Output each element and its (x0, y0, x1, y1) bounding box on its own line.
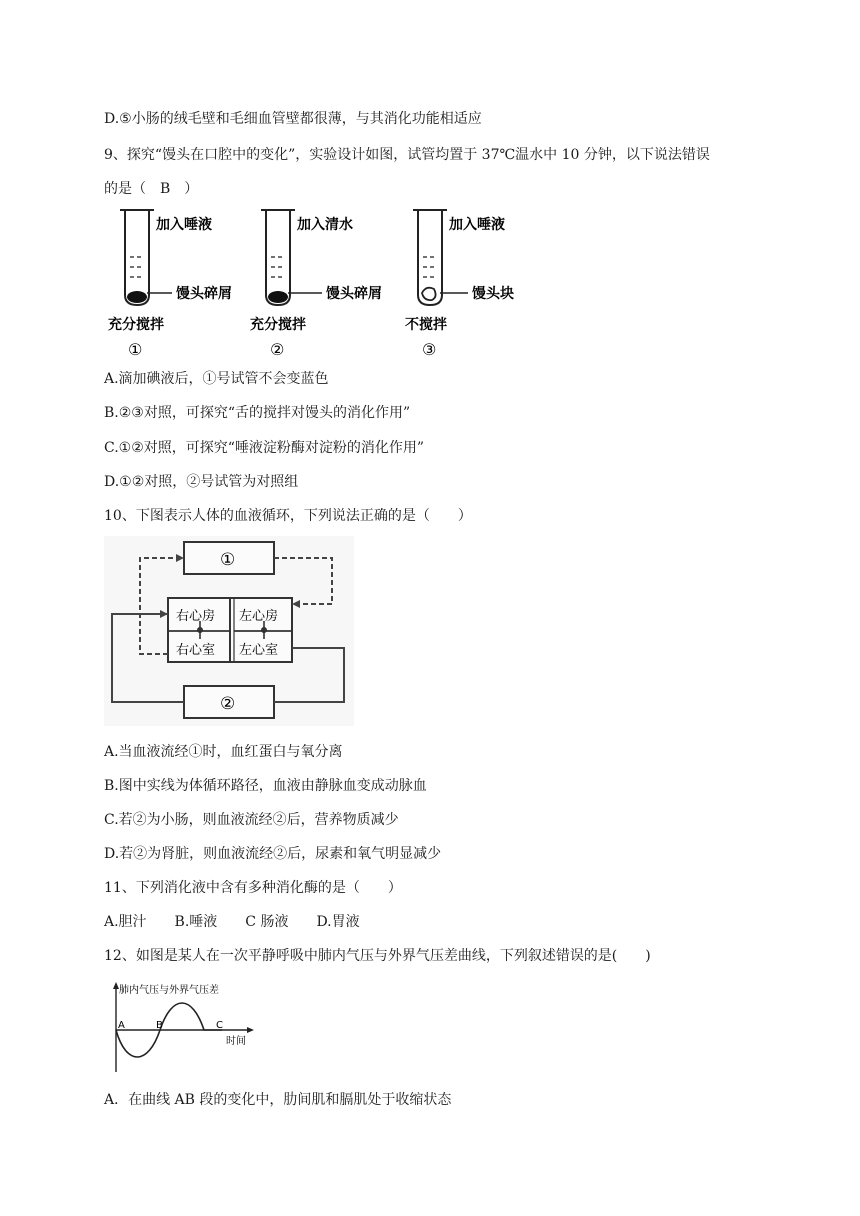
tube2-bottom-label: 充分搅拌 (250, 317, 306, 333)
q12-option-a: A．在曲线 AB 段的变化中，肋间肌和膈肌处于收缩状态 (104, 1092, 452, 1108)
test-tube-3 (405, 210, 514, 359)
test-tube-2 (250, 210, 382, 359)
tube1-bottom-label: 充分搅拌 (108, 317, 164, 333)
q9-stem-line2: 的是（ B ） (104, 181, 199, 197)
q9-test-tube-figure (100, 205, 520, 360)
right-ventricle-label: 右心室 (176, 643, 216, 658)
tube3-top-label: 加入唾液 (449, 217, 505, 233)
q9-option-b: B.②③对照，可探究“舌的搅拌对馒头的消化作用” (104, 405, 411, 421)
q11-options: A.胆汁 B.唾液 C 肠液 D.胃液 (104, 914, 360, 930)
bread-block-3 (422, 288, 436, 300)
q12-stem: 12、如图是某人在一次平静呼吸中肺内气压与外界气压差曲线，下列叙述错误的是( ) (104, 948, 651, 964)
q10-option-d: D.若②为肾脏，则血液流经②后，尿素和氧气明显减少 (104, 846, 442, 862)
q11-stem: 11、下列消化液中含有多种消化酶的是（ ） (104, 880, 402, 896)
q10-option-b: B.图中实线为体循环路径，血液由静脉血变成动脉血 (104, 778, 427, 794)
left-atrium-label: 左心房 (239, 609, 279, 624)
tube2-side-label: 馒头碎屑 (326, 286, 382, 302)
box-2-label: ② (220, 694, 236, 714)
q10-stem: 10、下图表示人体的血液循环，下列说法正确的是（ ） (104, 508, 472, 524)
q10-option-a: A.当血液流经①时，血红蛋白与氧分离 (104, 744, 343, 760)
graph-point-b: B (156, 1020, 163, 1031)
q10-circulation-diagram (104, 536, 354, 726)
graph-ylabel: 肺内气压与外界气压差 (119, 985, 219, 996)
tube1-top-label: 加入唾液 (156, 217, 212, 233)
tube3-side-label: 馒头块 (472, 286, 514, 302)
tube3-bottom-label: 不搅拌 (405, 317, 447, 333)
q10-option-c: C.若②为小肠，则血液流经②后，营养物质减少 (104, 812, 399, 828)
right-atrium-label: 右心房 (176, 609, 216, 624)
test-tube-1 (108, 210, 232, 359)
box-1-label: ① (220, 550, 236, 570)
q8-option-d: D.⑤小肠的绒毛壁和毛细血管壁都很薄，与其消化功能相适应 (104, 111, 482, 127)
tube1-side-label: 馒头碎屑 (176, 286, 232, 302)
tube1-number: ① (128, 340, 143, 359)
bread-crumbs-1 (127, 291, 147, 303)
q9-option-d: D.①②对照，②号试管为对照组 (104, 474, 299, 490)
tube3-number: ③ (422, 340, 437, 359)
graph-xlabel: 时间 (226, 1036, 246, 1047)
tube2-number: ② (270, 340, 285, 359)
q9-option-c: C.①②对照，可探究“唾液淀粉酶对淀粉的消化作用” (104, 440, 425, 456)
bread-crumbs-2 (268, 291, 288, 303)
graph-point-a: A (118, 1020, 125, 1031)
q12-pressure-graph (104, 980, 264, 1076)
q9-option-a: A.滴加碘液后，①号试管不会变蓝色 (104, 371, 329, 387)
graph-point-c: C (216, 1020, 223, 1031)
left-ventricle-label: 左心室 (239, 643, 279, 658)
tube2-top-label: 加入清水 (297, 217, 353, 233)
q9-stem-line1: 9、探究“馒头在口腔中的变化”，实验设计如图，试管均置于 37℃温水中 10 分钟，以下说法错误 (104, 147, 710, 163)
